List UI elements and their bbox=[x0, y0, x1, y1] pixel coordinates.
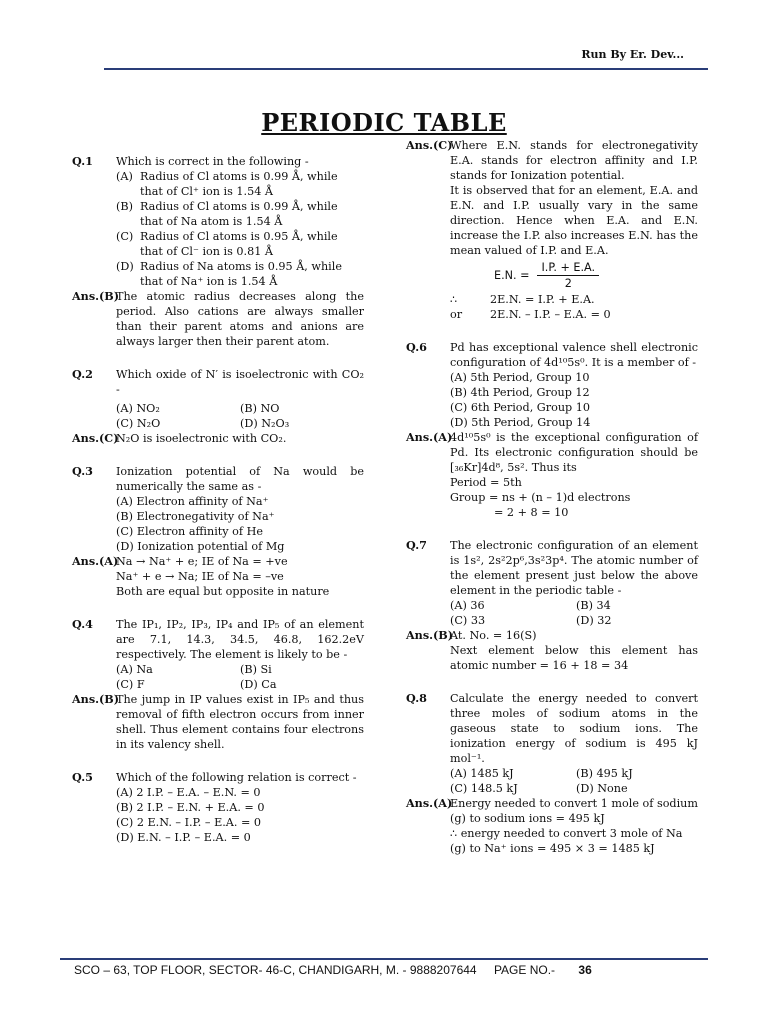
option-text: Radius of Cl atoms is 0.95 Å, while that of Cl⁻ ion is 0.81 Å bbox=[140, 230, 338, 258]
option bbox=[116, 199, 364, 229]
answer-2 bbox=[72, 431, 364, 446]
therefore-symbol: ∴ bbox=[450, 827, 458, 840]
answer-4 bbox=[72, 692, 364, 752]
option-text: Radius of Na atoms is 0.95 Å, while that of Na⁺ ion is 1.54 Å bbox=[140, 260, 342, 288]
question-3 bbox=[72, 464, 364, 494]
answer-line bbox=[450, 307, 698, 322]
option: (D) Ionization potential of Mg bbox=[116, 540, 285, 553]
answer-line: Period = 5th bbox=[450, 476, 522, 489]
answer-label: Ans.(A) bbox=[406, 796, 453, 810]
option: (A) 1485 kJ bbox=[450, 767, 514, 780]
option: (A) 5th Period, Group 10 bbox=[450, 371, 590, 384]
answer-line: Group = ns + (n – 1)d electrons bbox=[450, 491, 631, 504]
option-letter: (A) bbox=[116, 170, 133, 183]
answer-label: Ans.(C) bbox=[406, 138, 453, 152]
answer-line-text: 2E.N. = I.P. + E.A. bbox=[490, 293, 595, 306]
option: (D) 5th Period, Group 14 bbox=[450, 416, 591, 429]
answer-text: N₂O is isoelectronic with CO₂. bbox=[116, 432, 287, 445]
question-text: The electronic configuration of an element is 1s², 2s²2p⁶,3s²3p⁴. The atomic number of the element present just below the above element in the periodic table - bbox=[450, 539, 698, 597]
question-6 bbox=[406, 340, 698, 370]
footer bbox=[74, 963, 592, 977]
option-text: Radius of Cl atoms is 0.99 Å, while that of Cl⁺ ion is 1.54 Å bbox=[140, 170, 338, 198]
page-number: 36 bbox=[578, 963, 592, 977]
answer-line-text: 2E.N. – I.P. – E.A. = 0 bbox=[490, 308, 611, 321]
options-grid bbox=[116, 662, 364, 692]
option: (B) Electronegativity of Na⁺ bbox=[116, 510, 275, 523]
footer-address: SCO – 63, TOP FLOOR, SECTOR- 46-C, CHANDIGARH, M. - 9888207644 bbox=[74, 963, 477, 977]
question-2 bbox=[72, 367, 364, 397]
answer-label: Ans.(A) bbox=[406, 430, 453, 444]
option: (D) E.N. – I.P. – E.A. = 0 bbox=[116, 831, 251, 844]
option: (B) 4th Period, Group 12 bbox=[450, 386, 590, 399]
formula-fraction bbox=[537, 260, 599, 291]
question-label: Q.2 bbox=[72, 367, 93, 381]
option: (B) 2 I.P. – E.N. + E.A. = 0 bbox=[116, 801, 265, 814]
options-grid bbox=[450, 766, 698, 796]
question-text: Pd has exceptional valence shell electronic configuration of 4d¹⁰5s⁰. It is a member of - bbox=[450, 341, 698, 369]
answer-label: Ans.(A) bbox=[72, 554, 119, 568]
option: (C) 2 E.N. – I.P. – E.A. = 0 bbox=[116, 816, 262, 829]
answer-line bbox=[450, 292, 698, 307]
answer-text: The atomic radius decreases along the period. Also cations are always smaller than their parent atoms and anions are always larger then their parent atom. bbox=[116, 290, 364, 348]
answer-label: Ans.(B) bbox=[406, 628, 454, 642]
formula-lhs: E.N. = bbox=[494, 268, 530, 282]
option bbox=[116, 169, 364, 199]
formula bbox=[450, 258, 698, 292]
question-label: Q.1 bbox=[72, 154, 93, 168]
answer-text: Where E.N. stands for electronegativity E.A. stands for electron affinity and I.P. stands for Ionization potential. bbox=[450, 139, 698, 182]
answer-line: Na⁺ + e → Na; IE of Na = –ve bbox=[116, 570, 284, 583]
page-title: PERIODIC TABLE bbox=[261, 108, 507, 137]
question-text: Which is correct in the following - bbox=[116, 155, 309, 168]
question-label: Q.8 bbox=[406, 691, 427, 705]
option: (C) 6th Period, Group 10 bbox=[450, 401, 590, 414]
option: (B) NO bbox=[240, 402, 280, 415]
option: (C) 33 bbox=[450, 614, 486, 627]
answer-text: Energy needed to convert 1 mole of sodium (g) to sodium ions = 495 kJ bbox=[450, 797, 698, 825]
option bbox=[116, 259, 364, 289]
question-5 bbox=[72, 770, 364, 785]
option: (D) Ca bbox=[240, 678, 277, 691]
question-label: Q.5 bbox=[72, 770, 93, 784]
question-8 bbox=[406, 691, 698, 766]
option-letter: (B) bbox=[116, 200, 133, 213]
footer-rule bbox=[60, 958, 708, 960]
answer-label: Ans.(B) bbox=[72, 692, 120, 706]
question-text: Which of the following relation is correct - bbox=[116, 771, 357, 784]
question-text: Calculate the energy needed to convert three moles of sodium atoms in the gaseous state to sodium ions. The ionization energy of sodium is 495 kJ mol⁻¹. bbox=[450, 692, 698, 765]
option: (C) Electron affinity of He bbox=[116, 525, 263, 538]
question-text: Ionization potential of Na would be numerically the same as - bbox=[116, 465, 364, 493]
option: (C) 148.5 kJ bbox=[450, 782, 518, 795]
answer-text: It is observed that for an element, E.A. and E.N. and I.P. usually vary in the same direction. Hence when E.A. and E.N. increase the I.P. also increases E.N. has the mean valued of I.P. and E.A. bbox=[450, 184, 698, 257]
therefore-symbol: ∴ bbox=[450, 293, 458, 306]
question-label: Q.7 bbox=[406, 538, 427, 552]
option: (A) 36 bbox=[450, 599, 485, 612]
answer-line bbox=[450, 826, 698, 856]
options-grid bbox=[116, 401, 364, 431]
answer-text: The jump in IP values exist in IP₅ and thus removal of fifth electron occurs from inner shell. Thus element contains four electrons in its valency shell. bbox=[116, 693, 364, 751]
answer-1 bbox=[72, 289, 364, 349]
answer-line: = 2 + 8 = 10 bbox=[494, 506, 569, 519]
header-rule bbox=[104, 68, 708, 70]
option bbox=[116, 229, 364, 259]
answer-text: At. No. = 16(S) bbox=[450, 629, 537, 642]
answer-5 bbox=[406, 138, 698, 183]
answer-7 bbox=[406, 628, 698, 643]
options-grid bbox=[450, 598, 698, 628]
option: (D) 32 bbox=[576, 614, 612, 627]
answer-3 bbox=[72, 554, 364, 569]
answer-text: 4d¹⁰5s⁰ is the exceptional configuration of Pd. Its electronic configuration should be [₃₆Kr]4d⁸, 5s². Thus its bbox=[450, 431, 698, 474]
option: (B) 34 bbox=[576, 599, 611, 612]
option: (D) N₂O₃ bbox=[240, 417, 290, 430]
page-label: PAGE NO.- bbox=[493, 963, 556, 977]
formula-numerator: I.P. + E.A. bbox=[537, 260, 599, 276]
question-label: Q.6 bbox=[406, 340, 427, 354]
answer-line: Both are equal but opposite in nature bbox=[116, 585, 330, 598]
option-text: Radius of Cl atoms is 0.99 Å, while that of Na atom is 1.54 Å bbox=[140, 200, 338, 228]
question-7 bbox=[406, 538, 698, 598]
question-4 bbox=[72, 617, 364, 662]
answer-line: Na → Na⁺ + e; IE of Na = +ve bbox=[116, 555, 288, 568]
left-column bbox=[72, 154, 364, 845]
question-label: Q.4 bbox=[72, 617, 93, 631]
formula-denominator: 2 bbox=[564, 276, 572, 290]
answer-6 bbox=[406, 430, 698, 475]
option: (A) Electron affinity of Na⁺ bbox=[116, 495, 269, 508]
question-1 bbox=[72, 154, 364, 169]
option-letter: (C) bbox=[116, 230, 134, 243]
answer-label: Ans.(B) bbox=[72, 289, 120, 303]
answer-8 bbox=[406, 796, 698, 826]
or-label: or bbox=[450, 308, 463, 321]
option: (C) F bbox=[116, 678, 145, 691]
option: (C) N₂O bbox=[116, 417, 161, 430]
answer-text: energy needed to convert 3 mole of Na (g) to Na⁺ ions = 495 × 3 = 1485 kJ bbox=[450, 827, 683, 855]
option: (B) 495 kJ bbox=[576, 767, 633, 780]
option: (A) NO₂ bbox=[116, 402, 160, 415]
option-letter: (D) bbox=[116, 260, 134, 273]
option: (D) None bbox=[576, 782, 628, 795]
right-column bbox=[406, 138, 698, 856]
question-text: Which oxide of N′ is isoelectronic with CO₂ - bbox=[116, 368, 364, 396]
answer-text: Next element below this element has atomic number = 16 + 18 = 34 bbox=[450, 644, 698, 672]
header-run-by: Run By Er. Dev... bbox=[581, 48, 684, 61]
option: (A) Na bbox=[116, 663, 153, 676]
question-text: The IP₁, IP₂, IP₃, IP₄ and IP₅ of an element are 7.1, 14.3, 34.5, 46.8, 162.2eV respectively. The element is likely to be - bbox=[116, 618, 364, 661]
option: (A) 2 I.P. – E.A. – E.N. = 0 bbox=[116, 786, 261, 799]
question-label: Q.3 bbox=[72, 464, 93, 478]
answer-label: Ans.(C) bbox=[72, 431, 119, 445]
option: (B) Si bbox=[240, 663, 272, 676]
